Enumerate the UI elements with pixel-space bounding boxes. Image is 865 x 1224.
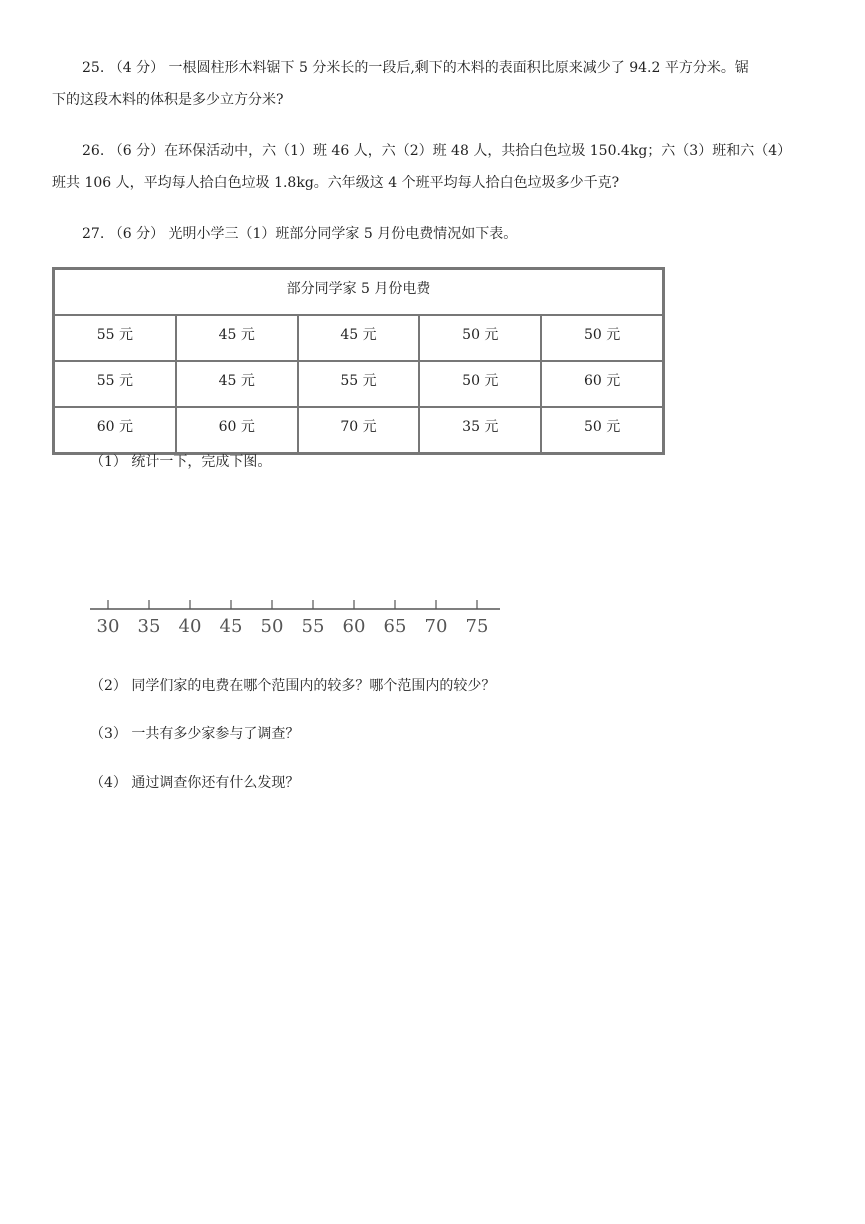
question-27 [52,218,817,250]
electricity-fee-table [52,267,665,455]
table-cell: 55 元 [54,361,176,407]
table-cell: 55 元 [54,315,176,361]
table-cell: 45 元 [176,315,298,361]
question-27-line1: 27. （6 分） 光明小学三（1）班部分同学家 5 月份电费情况如下表。 [82,226,518,242]
table-cell: 60 元 [54,407,176,453]
table-row [54,361,663,407]
table-cell: 35 元 [419,407,541,453]
table-cell: 60 元 [176,407,298,453]
table-cell: 50 元 [541,315,663,361]
table-cell: 50 元 [419,315,541,361]
table-cell: 45 元 [298,315,420,361]
table-cell: 45 元 [176,361,298,407]
number-line-label: 60 [342,616,366,637]
number-line-label: 55 [301,616,325,637]
question-25-line1: 25. （4 分） 一根圆柱形木料锯下 5 分米长的一段后,剩下的木料的表面积比原来减少了 94.2 平方分米。锯 [82,60,749,76]
number-line-label: 40 [178,616,202,637]
table-title: 部分同学家 5 月份电费 [54,269,663,315]
number-line-label: 70 [424,616,448,637]
question-26 [52,135,817,199]
number-line-label: 65 [383,616,407,637]
table-cell: 50 元 [541,407,663,453]
table-cell: 50 元 [419,361,541,407]
question-26-line1: 26. （6 分）在环保活动中，六（1）班 46 人，六（2）班 48 人，共拾白色垃圾 150.4kg；六（3）班和六（4） [82,143,792,159]
number-line-label: 35 [137,616,161,637]
number-line-label: 75 [465,616,489,637]
number-line-label: 45 [219,616,243,637]
table-row [54,315,663,361]
question-25-line2: 下的这段木料的体积是多少立方分米? [52,92,284,108]
number-line-label: 50 [260,616,284,637]
number-line [88,592,508,642]
question-26-line2: 班共 106 人，平均每人拾白色垃圾 1.8kg。六年级这 4 个班平均每人拾白色垃圾多少千克? [52,175,620,191]
subquestion-2: （2） 同学们家的电费在哪个范围内的较多？哪个范围内的较少？ [90,678,496,694]
table-row [54,407,663,453]
table-cell: 70 元 [298,407,420,453]
subquestion-1: （1） 统计一下，完成下图。 [90,454,272,470]
subquestion-4: （4） 通过调查你还有什么发现？ [90,775,300,791]
table-cell: 55 元 [298,361,420,407]
number-line-label: 30 [96,616,120,637]
table-cell: 60 元 [541,361,663,407]
question-25 [52,52,817,116]
subquestion-3: （3） 一共有多少家参与了调查？ [90,726,300,742]
